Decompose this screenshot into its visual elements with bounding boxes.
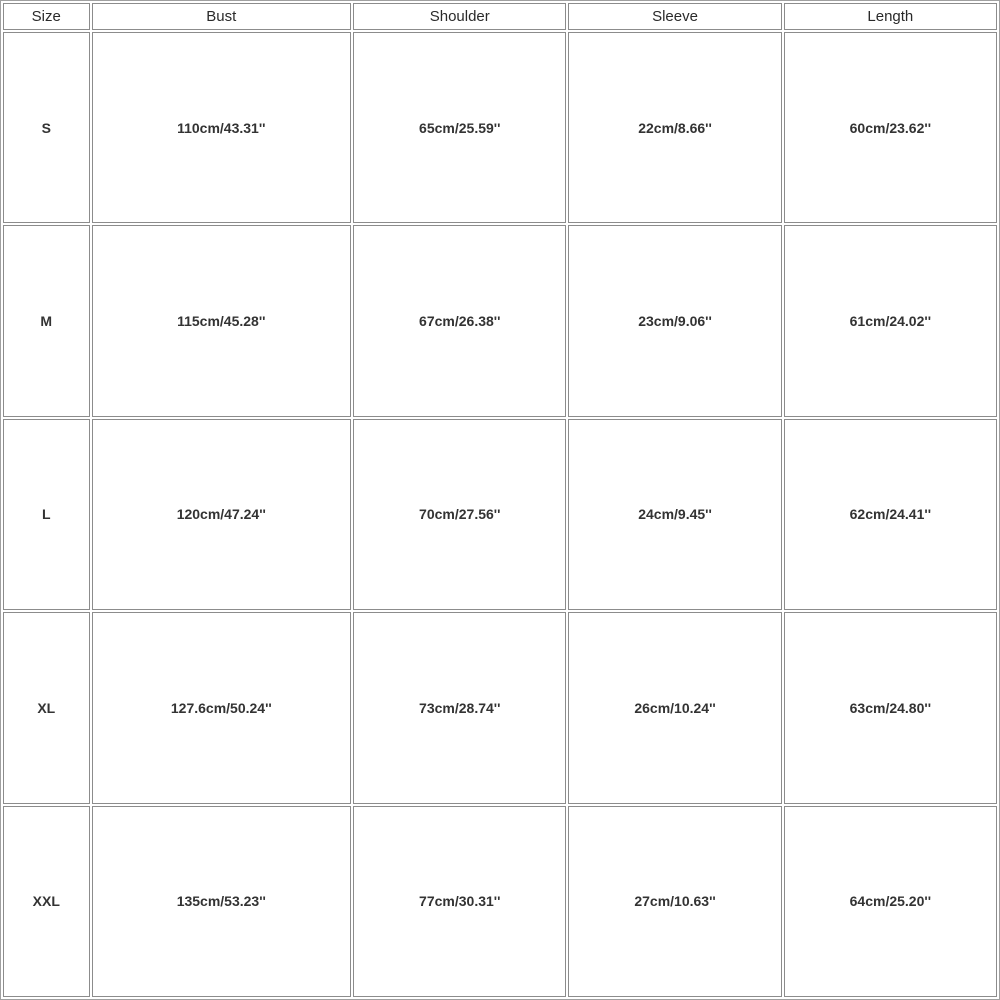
cell-size: L [3, 419, 90, 610]
header-shoulder: Shoulder [353, 3, 566, 30]
cell-shoulder: 67cm/26.38'' [353, 225, 566, 416]
cell-bust: 115cm/45.28'' [92, 225, 352, 416]
table-row [3, 32, 997, 223]
cell-size: XL [3, 612, 90, 803]
table-row [3, 225, 997, 416]
cell-shoulder: 73cm/28.74'' [353, 612, 566, 803]
cell-size: M [3, 225, 90, 416]
header-bust: Bust [92, 3, 352, 30]
header-length: Length [784, 3, 997, 30]
header-size: Size [3, 3, 90, 30]
cell-length: 63cm/24.80'' [784, 612, 997, 803]
cell-sleeve: 24cm/9.45'' [568, 419, 781, 610]
table-row [3, 612, 997, 803]
cell-shoulder: 65cm/25.59'' [353, 32, 566, 223]
cell-bust: 110cm/43.31'' [92, 32, 352, 223]
table-row [3, 419, 997, 610]
cell-length: 61cm/24.02'' [784, 225, 997, 416]
cell-size: XXL [3, 806, 90, 997]
cell-length: 62cm/24.41'' [784, 419, 997, 610]
cell-bust: 127.6cm/50.24'' [92, 612, 352, 803]
table-header [3, 3, 997, 30]
table-body [3, 32, 997, 997]
table-row [3, 806, 997, 997]
cell-sleeve: 22cm/8.66'' [568, 32, 781, 223]
cell-shoulder: 77cm/30.31'' [353, 806, 566, 997]
cell-length: 60cm/23.62'' [784, 32, 997, 223]
cell-sleeve: 26cm/10.24'' [568, 612, 781, 803]
cell-sleeve: 23cm/9.06'' [568, 225, 781, 416]
cell-size: S [3, 32, 90, 223]
cell-sleeve: 27cm/10.63'' [568, 806, 781, 997]
header-sleeve: Sleeve [568, 3, 781, 30]
cell-bust: 135cm/53.23'' [92, 806, 352, 997]
cell-length: 64cm/25.20'' [784, 806, 997, 997]
cell-bust: 120cm/47.24'' [92, 419, 352, 610]
cell-shoulder: 70cm/27.56'' [353, 419, 566, 610]
header-row [3, 3, 997, 30]
